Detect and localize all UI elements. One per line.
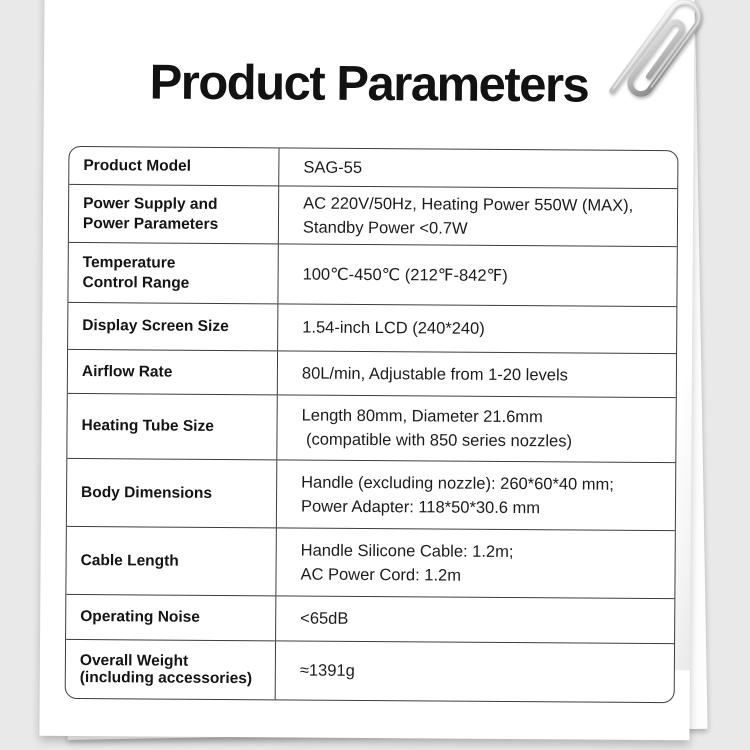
table-row [66,526,674,598]
row-value-airflow-rate: 80L/min, Adjustable from 1-20 levels [301,364,568,384]
row-label-product-model: Product Model [69,147,279,185]
row-value-display-size: 1.54-inch LCD (240*240) [302,318,485,338]
table-row [66,639,674,702]
table-row [67,458,675,530]
row-label-display-size: Display Screen Size [68,303,278,350]
table-row [66,594,674,643]
row-label-airflow-rate: Airflow Rate [68,350,278,394]
row-value-product-model: SAG-55 [303,158,363,177]
row-label-operating-noise: Operating Noise [66,595,276,640]
row-label-overall-weight: Overall Weight (including accessories) [66,640,276,699]
table-row [68,349,676,397]
row-label-power-supply: Power Supply and Power Parameters [69,185,279,243]
row-value-power-supply: AC 220V/50Hz, Heating Power 550W (MAX), Standby Power <0.7W [302,194,634,238]
product-parameters-table [65,146,679,703]
table-row [67,393,675,462]
row-value-cable-length: Handle Silicone Cable: 1.2m; AC Power Cord: 1.2m [300,541,514,585]
row-value-temperature-range: 100℃-450℃ (212℉-842℉) [302,265,508,285]
row-label-body-dimensions: Body Dimensions [67,459,277,527]
paperclip-icon [598,0,716,130]
table-row [68,242,676,306]
table-row [69,147,677,188]
document-page [39,0,694,740]
row-value-operating-noise: <65dB [300,609,349,628]
table-row [68,302,676,353]
table-row [69,184,677,246]
page-title: Product Parameters [149,55,589,113]
row-label-temperature-range: Temperature Control Range [68,243,278,303]
row-value-heating-tube: Length 80mm, Diameter 21.6mm (compatible with 850 series nozzles) [301,406,573,451]
row-value-body-dimensions: Handle (excluding nozzle): 260*60*40 mm; Power Adapter: 118*50*30.6 mm [300,473,614,517]
row-label-heating-tube: Heating Tube Size [67,394,277,459]
row-label-cable-length: Cable Length [66,527,276,595]
row-value-overall-weight: ≈1391g [299,661,355,680]
